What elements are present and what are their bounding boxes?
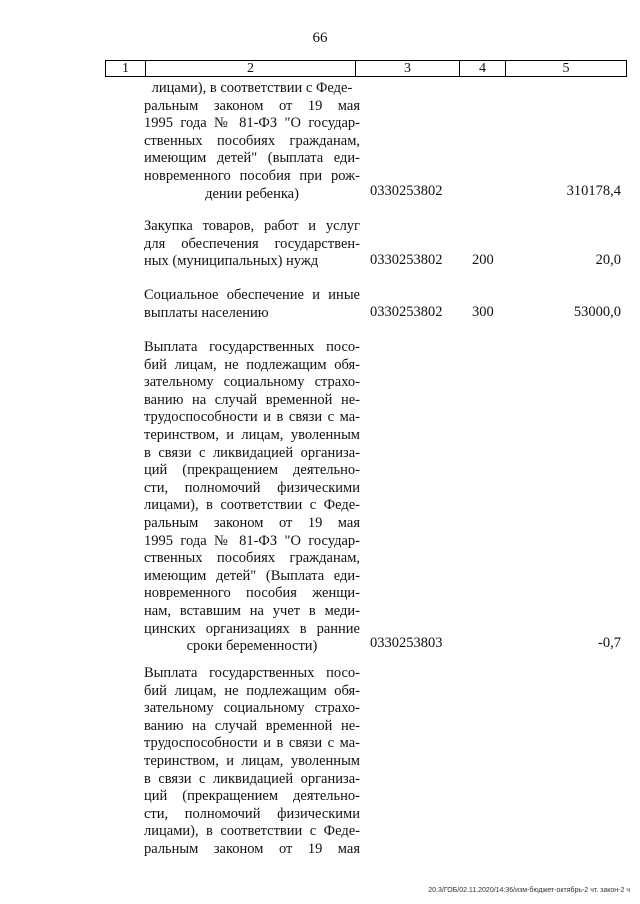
description-line: бий лицам, не подлежащим обя- (144, 682, 360, 699)
row-description (144, 218, 360, 271)
row-vr: 200 (472, 252, 494, 268)
description-line: ственных пособиях гражданам, (144, 550, 360, 567)
description-line: для обеспечения государствен- (144, 235, 360, 252)
header-col-1: 1 (106, 61, 146, 76)
description-line: ванию на случай временной не- (144, 717, 360, 734)
row-description (144, 665, 360, 859)
description-line: ральным законом от 19 мая (144, 840, 360, 857)
row-amount: -0,7 (598, 635, 621, 651)
row-code: 0330253802 (370, 183, 443, 199)
description-line: лицами), в соответствии с Феде- (144, 497, 360, 514)
description-line: ральным законом от 19 мая (144, 97, 360, 114)
row-code: 0330253802 (370, 304, 443, 320)
description-line: ственных пособиях гражданам, (144, 132, 360, 149)
description-line: нам, вставшим на учет в меди- (144, 602, 360, 619)
description-line: сти, полномочий физическими (144, 805, 360, 822)
description-line: лицами), в соответствии с Феде- (144, 823, 360, 840)
description-line: дении ребенка) (205, 185, 299, 202)
row-description (144, 339, 360, 656)
row-code: 0330253802 (370, 252, 443, 268)
description-line: цинских организациях в ранние (144, 620, 360, 637)
document-footer: 20.3/ГОБ/02.11.2020/14:36/изм-бюджет-октябрь-2 чт. закон-2 ч (428, 887, 630, 894)
description-line: выплаты населению (144, 304, 269, 321)
description-line: 1995 года № 81-ФЗ "О государ- (144, 115, 360, 132)
description-line: в связи с ликвидацией организа- (144, 770, 360, 787)
description-line: лицами), в соответствии с Феде- (151, 80, 353, 96)
description-line: Закупка товаров, работ и услуг (144, 218, 360, 234)
description-line: трудоспособности и в связи с ма- (144, 735, 360, 752)
row-amount: 20,0 (595, 252, 621, 268)
row-description (144, 80, 360, 203)
row-amount: 310178,4 (566, 183, 621, 199)
row-vr: 300 (472, 304, 494, 320)
description-line: в связи с ликвидацией организа- (144, 444, 360, 461)
description-line: ций (прекращением деятельно- (144, 788, 360, 805)
description-line: новременного пособия женщи- (144, 585, 360, 602)
header-col-2: 2 (146, 61, 356, 76)
description-line: бий лицам, не подлежащим обя- (144, 356, 360, 373)
header-col-4: 4 (460, 61, 506, 76)
row-amount: 53000,0 (573, 304, 621, 320)
table-header (105, 60, 627, 77)
header-col-5: 5 (562, 61, 570, 76)
description-line: трудоспособности и в связи с ма- (144, 409, 360, 426)
description-line: теринством, и лицам, уволенным (144, 752, 360, 769)
description-line: Выплата государственных посо- (144, 339, 360, 355)
description-line: ванию на случай временной не- (144, 391, 360, 408)
description-line: Социальное обеспечение и иные (144, 287, 360, 303)
page-number: 66 (312, 30, 328, 46)
description-line: имеющим детей" (выплата еди- (144, 150, 360, 167)
description-line: сти, полномочий физическими (144, 479, 360, 496)
description-line: имеющим детей" (Выплата еди- (144, 567, 360, 584)
description-line: 1995 года № 81-ФЗ "О государ- (144, 532, 360, 549)
description-line: теринством, и лицам, уволенным (144, 426, 360, 443)
description-line: Выплата государственных посо- (144, 665, 360, 681)
description-line: зательному социальному страхо- (144, 374, 360, 391)
row-code: 0330253803 (370, 635, 443, 651)
row-description (144, 287, 360, 322)
description-line: новременного пособия при рож- (144, 167, 360, 184)
description-line: ных (муниципальных) нужд (144, 253, 319, 270)
description-line: ральным законом от 19 мая (144, 514, 360, 531)
description-line: ций (прекращением деятельно- (144, 462, 360, 479)
header-col-3: 3 (356, 61, 460, 76)
description-line: зательному социальному страхо- (144, 700, 360, 717)
description-line: сроки беременности) (186, 638, 318, 655)
